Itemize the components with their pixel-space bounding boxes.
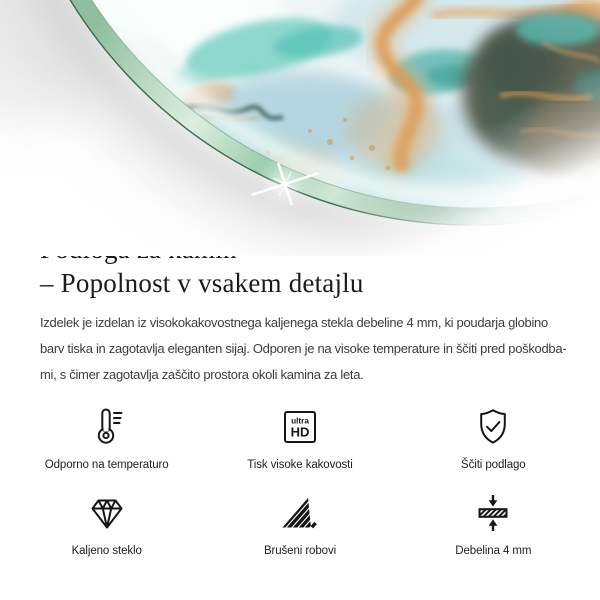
diamond-icon (85, 490, 129, 536)
feature-temperature-resistant (10, 404, 203, 472)
description-line: Izdelek je izdelan iz visokokakovostnega kaljenega stekla debeline 4 mm, ki poudarja globino (40, 315, 548, 330)
feature-label: Ščiti podlago (461, 459, 526, 471)
ultra-hd-icon (278, 404, 322, 450)
polished-edges-icon (278, 490, 322, 536)
feature-polished-edges (203, 490, 396, 558)
features-grid (10, 404, 590, 558)
page-title-line2: – Popolnost v vsakem detajlu (40, 268, 364, 298)
thermometer-icon (85, 404, 129, 450)
feature-label: Tisk visoke kakovosti (247, 459, 353, 471)
svg-text:ultra: ultra (291, 416, 309, 426)
feature-print-quality (203, 404, 396, 472)
feature-label: Kaljeno steklo (71, 545, 142, 557)
feature-protects-surface (397, 404, 590, 472)
description-line: barv tiska in zagotavlja eleganten sijaj. Odporen je na visoke temperature in ščiti pred poškodba- (40, 341, 567, 356)
thickness-icon (471, 490, 515, 536)
feature-label: Debelina 4 mm (455, 545, 532, 557)
product-description (40, 310, 567, 388)
svg-text:HD: HD (290, 424, 310, 440)
glass-pad-illustration (0, 0, 600, 256)
shield-check-icon (471, 404, 515, 450)
white-fade-overlay (0, 0, 600, 256)
product-image (0, 0, 600, 256)
feature-tempered-glass (10, 490, 203, 558)
feature-label: Brušeni robovi (263, 545, 337, 557)
feature-label: Odporno na temperaturo (44, 459, 169, 471)
feature-thickness (397, 490, 590, 558)
description-line: mi, s čimer zagotavlja zaščito prostora okoli kamina za leta. (40, 367, 364, 382)
